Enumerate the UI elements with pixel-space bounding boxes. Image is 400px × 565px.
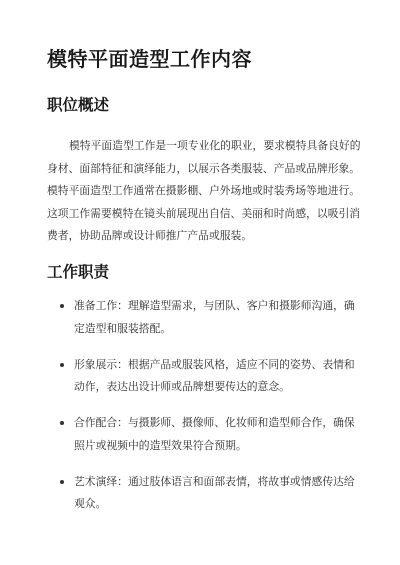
bullet-icon — [60, 363, 64, 367]
overview-paragraph — [47, 135, 361, 248]
list-item-line: 艺术演绎：通过肢体语言和面部表情，将故事或情感传达给 — [74, 474, 355, 488]
section-heading-duties: 工作职责 — [47, 262, 110, 281]
section-heading-overview: 职位概述 — [47, 95, 110, 114]
list-item-line: 定造型和服装搭配。 — [74, 321, 172, 335]
list-item-line: 形象展示：根据产品或服装风格，适应不同的姿势、表情和 — [74, 357, 355, 371]
bullet-icon — [60, 304, 64, 308]
paragraph-line: 费者，协助品牌或设计师推广产品或服装。 — [47, 229, 253, 242]
paragraph-line: 身材、面部特征和演绎能力，以展示各类服装、产品或品牌形象。 — [47, 161, 361, 175]
list-item-line: 准备工作：理解造型需求，与团队、客户和摄影师沟通，确 — [74, 299, 355, 312]
list-item-line: 照片或视频中的造型效果符合预期。 — [74, 438, 247, 452]
paragraph-line: 模特平面造型工作是一项专业化的职业，要求模特具备良好的 — [69, 139, 361, 152]
list-item — [58, 295, 358, 340]
duties-list — [58, 295, 358, 529]
list-item — [58, 354, 358, 399]
bullet-icon — [60, 421, 64, 425]
page-title: 模特平面造型工作内容 — [47, 47, 252, 71]
paragraph-line: 模特平面造型工作通常在摄影棚、户外场地或时装秀场等地进行。 — [47, 184, 361, 197]
list-item-line: 合作配合：与摄影师、摄像师、化妆师和造型师合作，确保 — [74, 416, 355, 429]
list-item — [58, 412, 358, 457]
list-item — [58, 471, 358, 516]
list-item-line: 观众。 — [74, 497, 107, 510]
list-item-line: 动作，表达出设计师或品牌想要传达的意念。 — [74, 380, 290, 393]
paragraph-line: 这项工作需要模特在镜头前展现出自信、美丽和时尚感，以吸引消 — [47, 206, 361, 220]
bullet-icon — [60, 480, 64, 484]
